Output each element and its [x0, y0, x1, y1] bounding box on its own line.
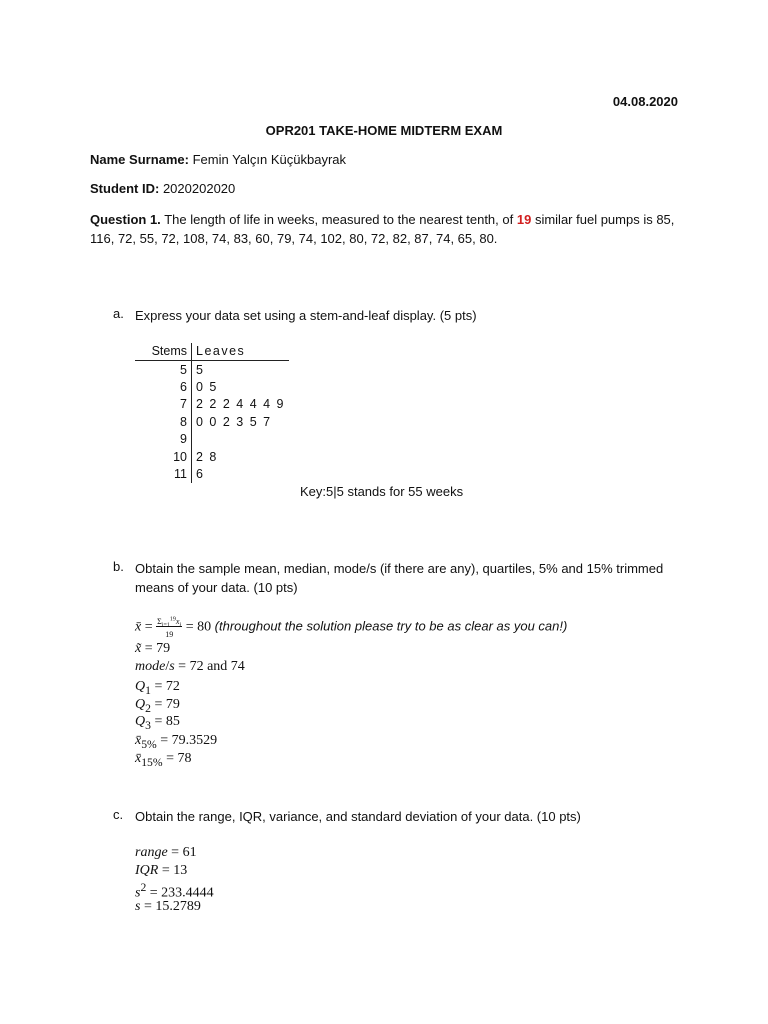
stem-cell: 11 — [135, 466, 192, 483]
leaf-cell: 0 5 — [196, 379, 218, 394]
exam-title: OPR201 TAKE-HOME MIDTERM EXAM — [265, 123, 503, 138]
stem-cell: 6 — [135, 379, 192, 396]
part-b-text-cont: means of your data. (10 pts) — [135, 580, 298, 595]
sd-value: = 15.2789 — [143, 899, 201, 914]
leaf-cell — [192, 431, 290, 448]
trim5-line: $x̄_{5\%} = 79.3529$ — [135, 733, 218, 751]
stem-cell: 7 — [135, 396, 192, 413]
table-row — [135, 414, 289, 431]
sd-line: s = 15.2789 — [135, 899, 201, 914]
stem-leaf-table — [135, 343, 289, 483]
name-field — [90, 152, 346, 167]
iqr-value: = 13 — [161, 863, 188, 878]
mode-value: = 72 and 74 — [178, 659, 245, 674]
part-b-letter: b. — [113, 559, 124, 574]
question-1-label: Question 1. — [90, 212, 161, 227]
question-1-highlight: 19 — [516, 212, 532, 227]
mean-formula: x̄ = $\frac{\Sigma_{i=1}^{19}x_i}{19} = 80$ (throughout the solution please try to be as clear as you can!) — [135, 616, 568, 640]
trim15-line: $x̄_{15\%} = 78$ — [135, 751, 192, 769]
table-row — [135, 379, 289, 396]
stems-header: Stems — [135, 343, 192, 361]
student-id-value: 2020202020 — [162, 181, 236, 196]
q1-line: $Q_1 = 72$ — [135, 679, 180, 697]
trim15-value: = 78 — [166, 751, 192, 766]
part-c — [113, 807, 581, 826]
question-1 — [90, 210, 674, 248]
table-row — [135, 396, 289, 413]
stem-cell: 9 — [135, 431, 192, 448]
table-row — [135, 466, 289, 483]
stem-cell: 8 — [135, 414, 192, 431]
q3-value: = 85 — [154, 714, 180, 729]
part-a-letter: a. — [113, 306, 124, 321]
table-row — [135, 361, 289, 379]
exam-date: 04.08.2020 — [612, 94, 678, 109]
part-b-text: Obtain the sample mean, median, mode/s (if there are any), quartiles, 5% and 15% trimmed — [135, 561, 664, 576]
part-c-text: Obtain the range, IQR, variance, and standard deviation of your data. (10 pts) — [135, 809, 581, 824]
leaf-cell: 6 — [196, 466, 205, 481]
part-a — [113, 306, 477, 325]
variance-line: $s^2 = 233.4444$ — [135, 881, 214, 901]
table-row — [135, 431, 289, 448]
part-c-letter: c. — [113, 807, 124, 822]
trim5-value: = 79.3529 — [160, 733, 218, 748]
leaf-cell: 5 — [196, 362, 205, 377]
table-row — [135, 448, 289, 465]
leaf-cell: 0 0 2 3 5 7 — [196, 414, 272, 429]
q2-line: $Q_2 = 79$ — [135, 697, 180, 715]
iqr-line: IQR = 13 — [135, 863, 188, 878]
part-a-text: Express your data set using a stem-and-leaf display. (5 pts) — [135, 308, 477, 323]
leaf-cell: 2 2 2 4 4 4 9 — [196, 397, 286, 412]
q1-value: = 72 — [154, 679, 180, 694]
stem-leaf-header-row — [135, 343, 289, 361]
stem-leaf-display — [135, 343, 289, 483]
question-1-text: The length of life in weeks, measured to the nearest tenth, of — [164, 212, 514, 227]
q3-line: $Q_3 = 85$ — [135, 714, 180, 732]
mode-line: mode/s = 72 and 74 — [135, 659, 245, 674]
stem-cell: 5 — [135, 361, 192, 379]
part-b — [113, 559, 663, 597]
student-id-field — [90, 181, 235, 196]
mean-fraction: $\frac{\Sigma_{i=1}^{19}x_i}{19}$ — [157, 616, 182, 640]
q2-value: = 79 — [154, 697, 180, 712]
leaf-cell: 2 8 — [196, 449, 218, 464]
question-1-text-cont: similar fuel pumps is 85, — [534, 212, 675, 227]
mean-value: = 80 — [185, 619, 212, 635]
leaves-header: Leaves — [192, 343, 290, 361]
variance-value: = 233.4444 — [149, 885, 214, 901]
stem-cell: 10 — [135, 448, 192, 465]
student-id-label: Student ID: — [90, 181, 160, 196]
range-value: = 61 — [171, 845, 197, 860]
name-label: Name Surname: — [90, 152, 189, 167]
name-value: Femin Yalçın Küçükbayrak — [192, 152, 347, 167]
range-line: range = 61 — [135, 845, 197, 860]
question-1-data-list: 116, 72, 55, 72, 108, 74, 83, 60, 79, 74, 102, 80, 72, 82, 87, 74, 65, 80. — [90, 231, 498, 246]
median-line: x̃ = 79 — [135, 641, 171, 656]
median-value: = 79 — [144, 641, 171, 656]
mean-note: (throughout the solution please try to be as clear as you can!) — [214, 618, 568, 634]
stem-leaf-key: Key:5|5 stands for 55 weeks — [300, 484, 464, 499]
